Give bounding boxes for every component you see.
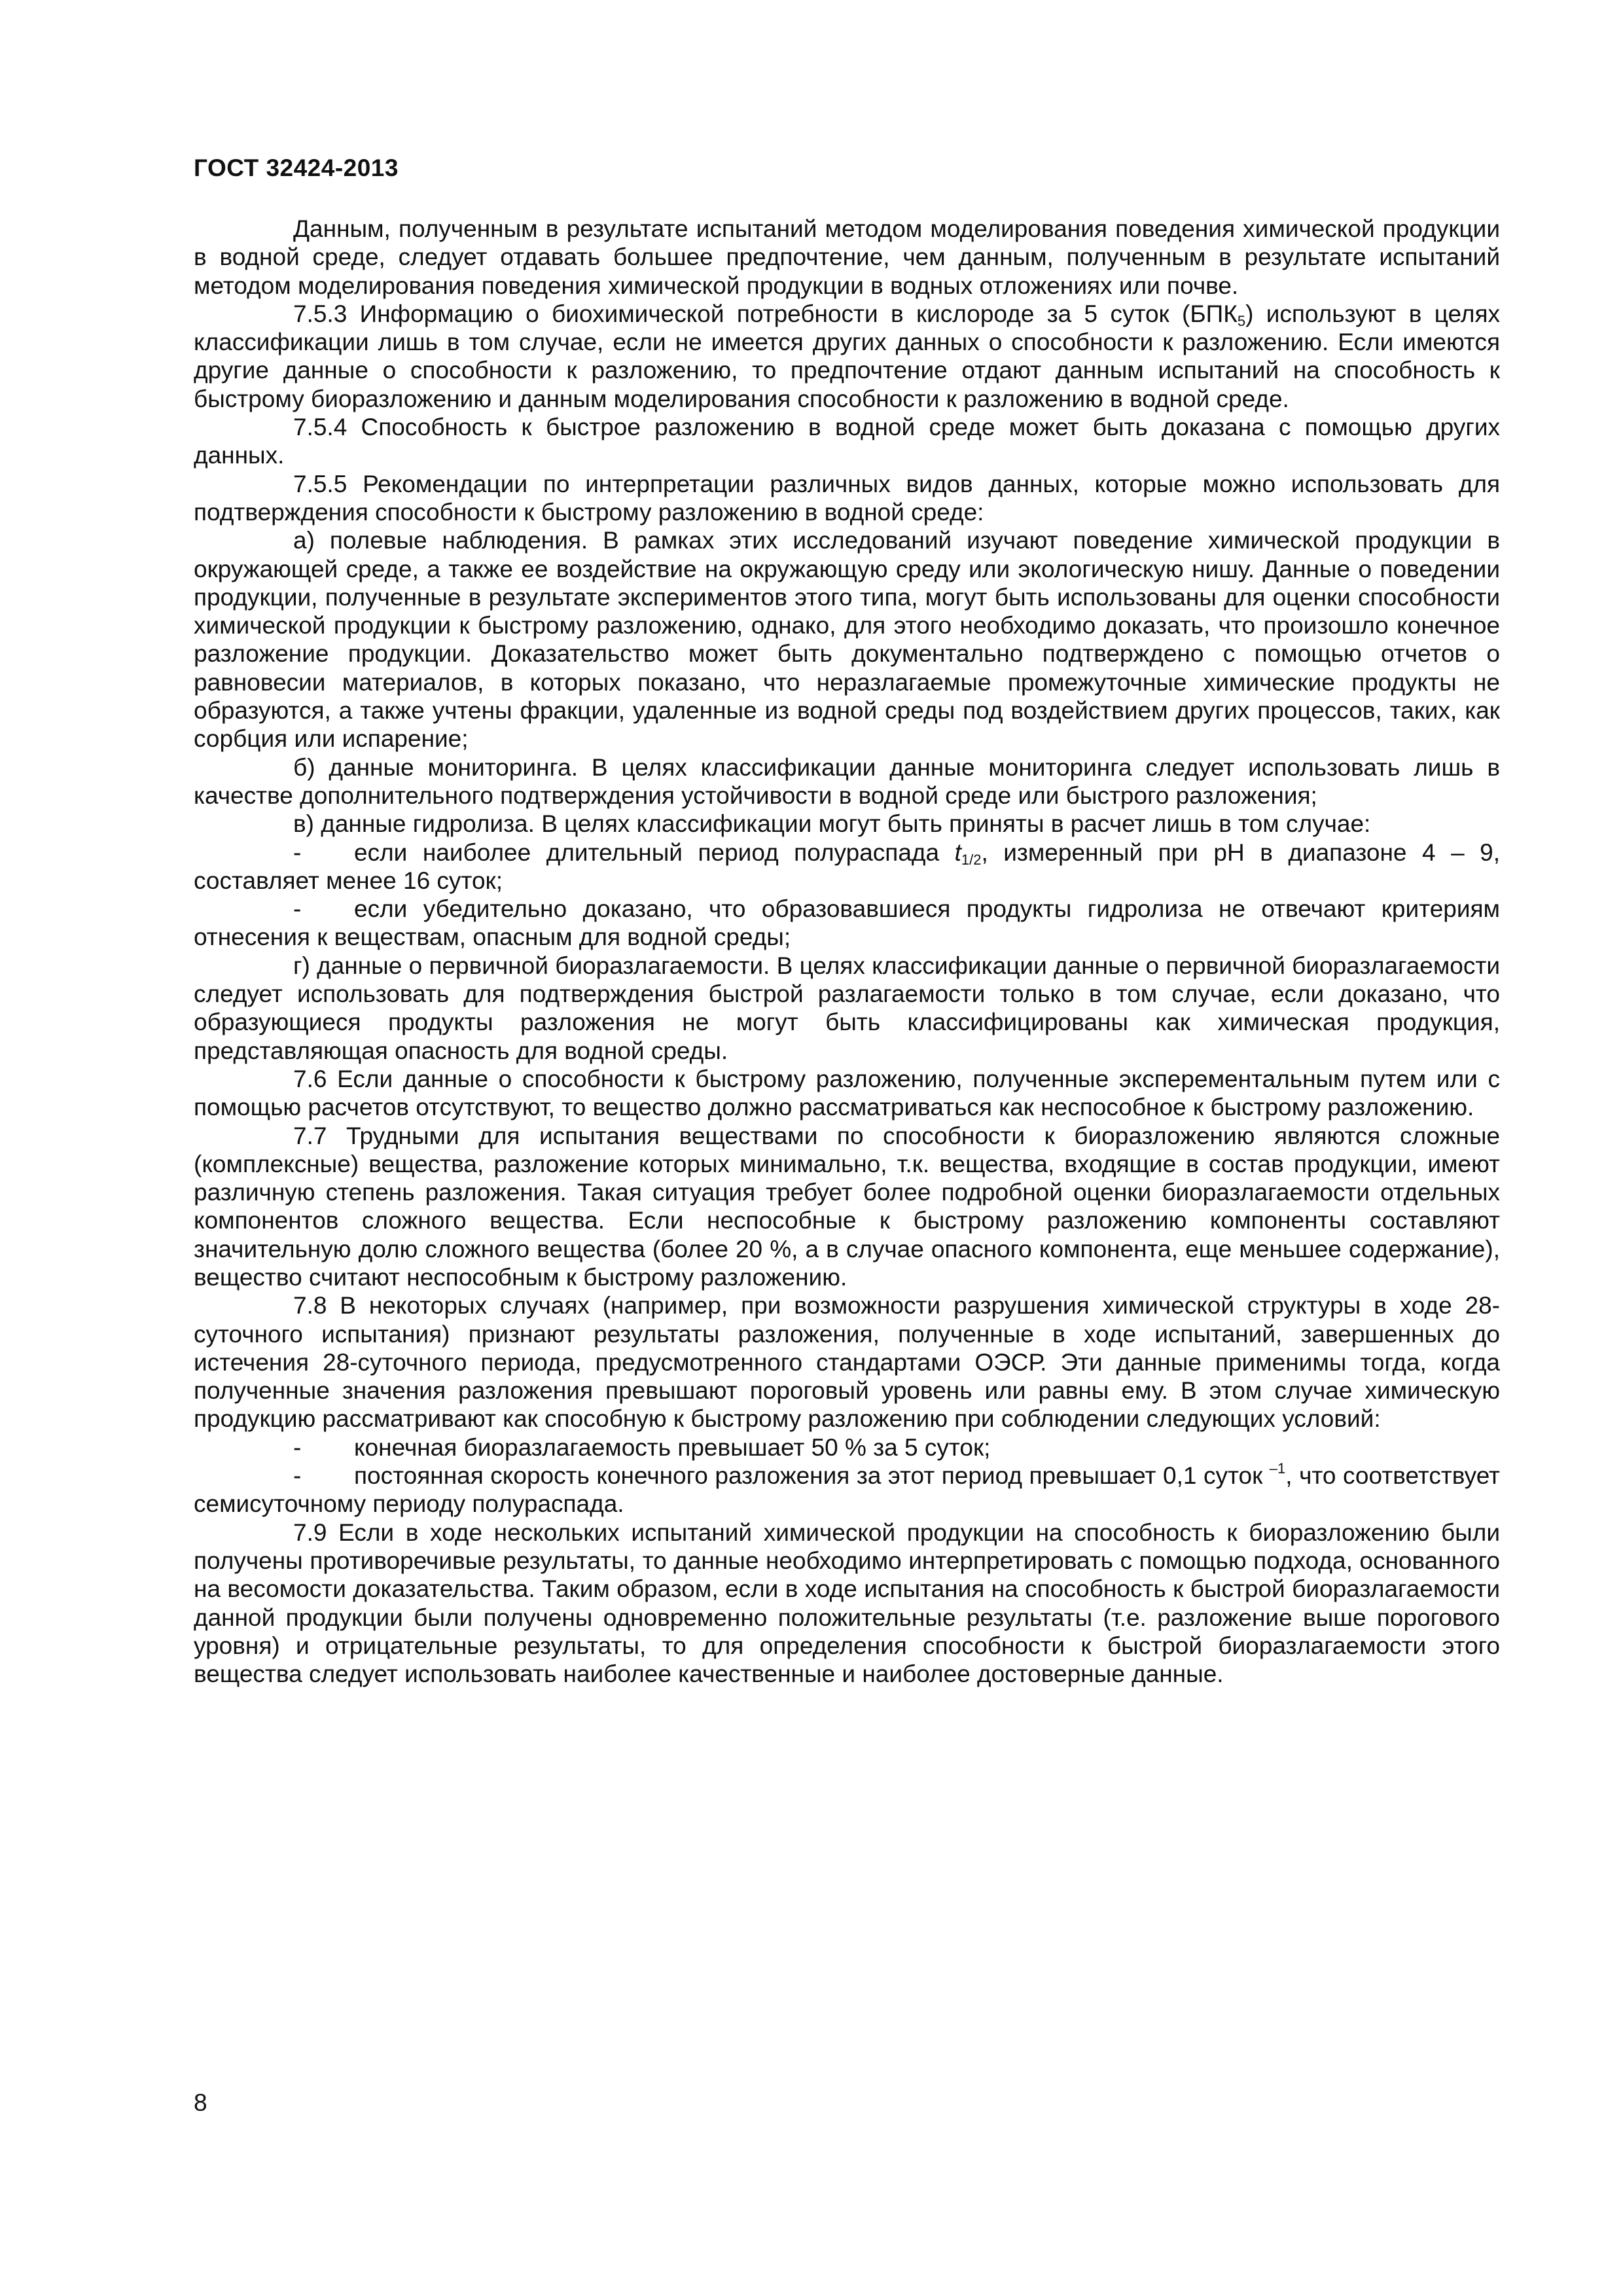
variable-t: t [954, 838, 961, 866]
list-item-half-life [194, 838, 1500, 895]
paragraph-7-5-3 [194, 300, 1500, 413]
paragraph-monitoring-data: б) данные мониторинга. В целях классификации данные мониторинга следует использовать лишь в качестве дополнительного подтверждения устойчивости в водной среде или быстрого разложения; [194, 753, 1500, 809]
text-fragment: конечная биоразлагаемость превышает 50 % за 5 суток; [354, 1433, 991, 1461]
text-fragment: , что соответствует семисуточному периоду полураспада. [194, 1462, 1500, 1518]
text-fragment: постоянная скорость конечного разложения за этот период превышает 0,1 суток [354, 1462, 1270, 1490]
text-fragment: , измеренный при pH в диапазоне 4 – 9, составляет менее 16 суток; [194, 838, 1500, 894]
dash-marker: - [293, 1433, 302, 1461]
paragraph-7-9: 7.9 Если в ходе нескольких испытаний химической продукции на способность к биоразложению были получены противоречивые результаты, то данные необходимо интерпретировать с помощью подхода, основанного на весомости доказательства. Таким образом, если в ходе испытания на способность к быстрой биоразлагаемости данной продукции были получены одновременно положительные результаты (т.е. разложение выше порогового уровня) и отрицательные результаты, то для определения способности к быстрой биоразлагаемости этого вещества следует использовать наиболее качественные и наиболее достоверные данные. [194, 1518, 1500, 1688]
paragraph-7-5-5: 7.5.5 Рекомендации по интерпретации различных видов данных, которые можно использовать для подтверждения способности к быстрому разложению в водной среде: [194, 470, 1500, 526]
text-fragment: если убедительно доказано, что образовавшиеся продукты гидролиза не отвечают критериям отнесения к веществам, опасным для водной среды; [194, 895, 1500, 951]
paragraph-water-simulation: Данным, полученным в результате испытаний методом моделирования поведения химической продукции в водной среде, следует отдавать большее предпочтение, чем данным, полученным в результате испытаний методом моделирования поведения химической продукции в водных отложениях или почве. [194, 215, 1500, 299]
subscript-text: 5 [1237, 312, 1246, 329]
paragraph-7-8: 7.8 В некоторых случаях (например, при возможности разрушения химической структуры в ходе 28-суточного испытания) признают результаты разложения, полученные в ходе испытаний, завершенных до истечения 28-суточного периода, предусмотренного стандартами ОЭСР. Эти данные применимы тогда, когда полученные значения разложения превышают пороговый уровень или равны ему. В этом случае химическую продукцию рассматривают как способную к быстрому разложению при соблюдении следующих условий: [194, 1292, 1500, 1433]
paragraph-7-6: 7.6 Если данные о способности к быстрому разложению, полученные эксперементальным путем или с помощью расчетов отсутствуют, то вещество должно рассматриваться как неспособное к быстрому разложению. [194, 1065, 1500, 1121]
list-item-final-biodegradability [194, 1433, 1500, 1462]
document-body [194, 215, 1500, 1688]
dash-marker: - [293, 838, 302, 866]
superscript-text: –1 [1269, 1460, 1286, 1477]
page-number: 8 [194, 2089, 207, 2116]
document-header-id: ГОСТ 32424-2013 [194, 154, 399, 181]
paragraph-hydrolysis-data: в) данные гидролиза. В целях классификации могут быть приняты в расчет лишь в том случае: [293, 810, 1371, 838]
dash-marker: - [293, 895, 302, 923]
paragraph-field-observations: а) полевые наблюдения. В рамках этих исследований изучают поведение химической продукции в окружающей среде, а также ее воздействие на окружающую среду или экологическую нишу. Данные о поведении продукции, полученные в результате экспериментов этого типа, могут быть использованы для оценки способности химической продукции к быстрому разложению, однако, для этого необходимо доказать, что произошло конечное разложение продукции. Доказательство может быть документально подтверждено с помощью отчетов о равновесии материалов, в которых показано, что неразлагаемые промежуточные химические продукты не образуются, а также учтены фракции, удаленные из водной среды под воздействием других процессов, таких, как сорбция или испарение; [194, 527, 1500, 753]
text-fragment: если наиболее длительный период полураспада [354, 838, 955, 866]
subscript-text: 1/2 [961, 851, 982, 868]
paragraph-7-7: 7.7 Трудными для испытания веществами по способности к биоразложению являются сложные (комплексные) вещества, разложение которых минимально, т.к. вещества, входящие в состав продукции, имеют различную степень разложения. Такая ситуация требует более подробной оценки биоразлагаемости отдельных компонентов сложного вещества. Если неспособные к быстрому разложению компоненты составляют значительную долю сложного вещества (более 20 %, а в случае опасного компонента, еще меньшее содержание), вещество считают неспособным к быстрому разложению. [194, 1122, 1500, 1291]
dash-marker: - [293, 1462, 302, 1490]
text-fragment: 7.5.3 Информацию о биохимической потребности в кислороде за 5 суток (БПК [293, 300, 1238, 327]
paragraph-primary-biodegradability: г) данные о первичной биоразлагаемости. В целях классификации данные о первичной биоразлагаемости следует использовать для подтверждения быстрой разлагаемости только в том случае, если доказано, что образующиеся продукты разложения не могут быть классифицированы как химическая продукция, представляющая опасность для водной среды. [194, 952, 1500, 1064]
list-item-hydrolysis-products [194, 895, 1500, 952]
paragraph-7-5-4: 7.5.4 Способность к быстрое разложению в водной среде может быть доказана с помощью других данных. [194, 414, 1500, 469]
list-item-decomposition-rate [194, 1462, 1500, 1518]
text-fragment: ) используют в целях классификации лишь в том случае, если не имеется других данных о способности к разложению. Если имеются другие данные о способности к разложению, то предпочтение отдают данным испытаний на способность к быстрому биоразложению и данным моделирования способности к разложению в водной среде. [194, 300, 1500, 412]
